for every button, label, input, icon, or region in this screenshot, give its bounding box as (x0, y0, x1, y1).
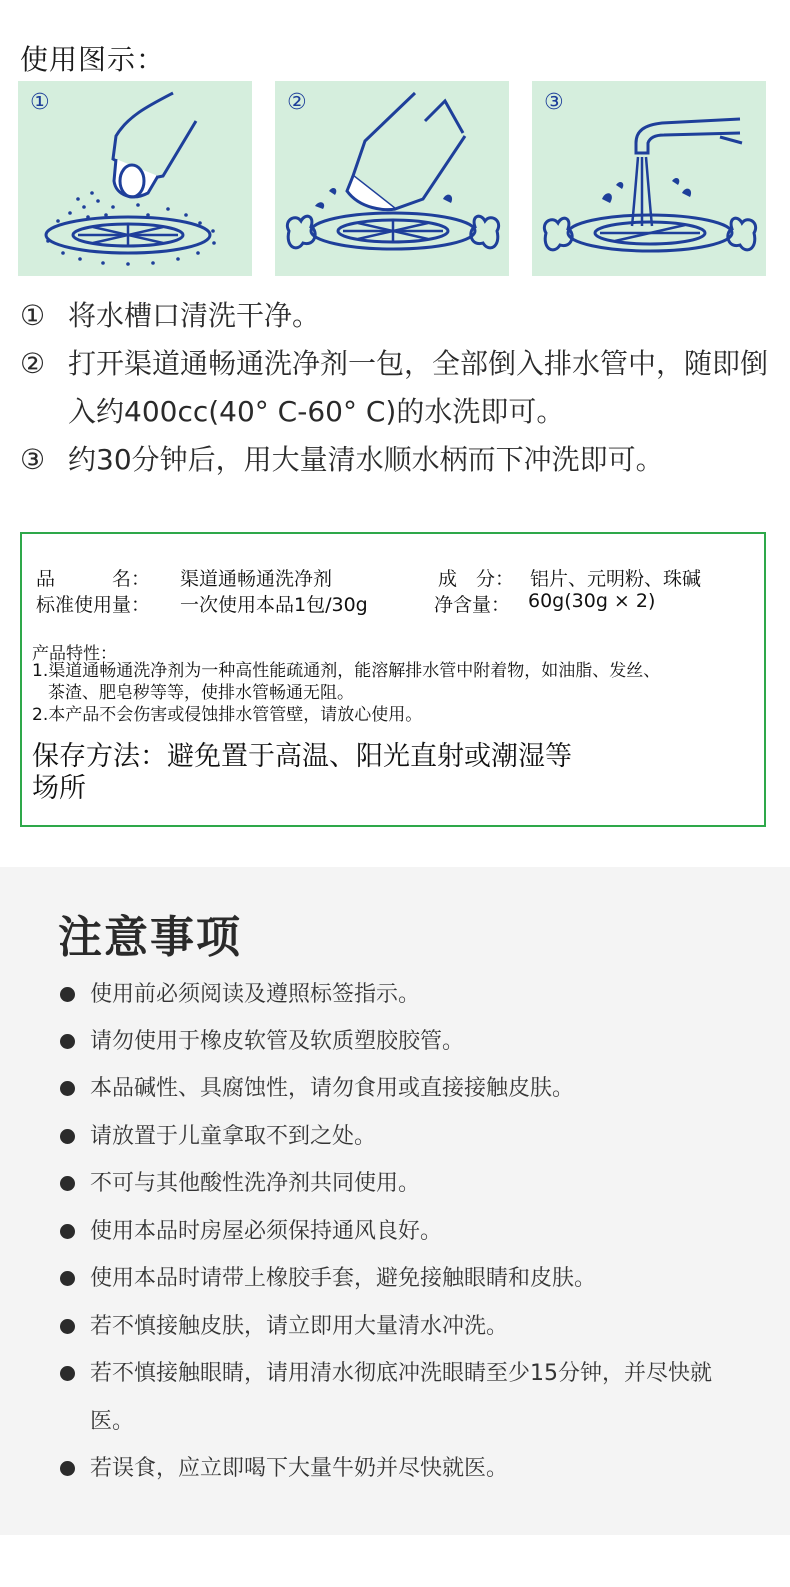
precaution-item: 不可与其他酸性洗净剂共同使用。 (60, 1160, 740, 1208)
product-name-value: 渠道通畅通洗净剂 (180, 568, 333, 590)
features-title: 产品特性： (32, 644, 117, 664)
ingredient-value: 铝片、元明粉、珠碱 (530, 568, 702, 590)
illustration-step-2 (275, 81, 509, 276)
illustration-step-3 (532, 81, 766, 276)
step-number: ① (20, 299, 46, 332)
feature-2: 2.本产品不会伤害或侵蚀排水管管壁，请放心使用。 (32, 705, 423, 725)
precaution-item: 使用本品时房屋必须保持通风良好。 (60, 1208, 740, 1256)
precaution-item: 若不慎接触眼睛，请用清水彻底冲洗眼睛至少15分钟，并尽快就医。 (60, 1350, 740, 1446)
step-text: 将水槽口清洗干净。 (68, 299, 321, 332)
pour-powder-illustration (18, 81, 252, 276)
usage-amount-value: 一次使用本品1包/30g (180, 594, 368, 616)
product-name-label: 品 名： (36, 568, 151, 590)
bullet-icon (60, 971, 90, 1019)
precaution-item: 若误食，应立即喝下大量牛奶并尽快就医。 (60, 1445, 740, 1493)
bullet-icon (60, 1445, 90, 1493)
bullet-icon (60, 1065, 90, 1113)
precaution-item: 若不慎接触皮肤，请立即用大量清水冲洗。 (60, 1303, 740, 1351)
storage-method: 保存方法：避免置于高温、阳光直射或潮湿等场所 (32, 741, 572, 804)
feature-1-line-1: 1.渠道通畅通洗净剂为一种高性能疏通剂，能溶解排水管中附着物，如油脂、发丝、 (32, 661, 661, 681)
product-info-box (20, 532, 766, 827)
precaution-item: 使用前必须阅读及遵照标签指示。 (60, 971, 740, 1019)
usage-amount-label: 标准使用量： (36, 594, 151, 616)
usage-illustrations (18, 81, 772, 276)
bullet-icon (60, 1255, 90, 1303)
precaution-item: 本品碱性、具腐蚀性，请勿食用或直接接触皮肤。 (60, 1065, 740, 1113)
precautions-title: 注意事项 (58, 912, 242, 963)
panel-label-3: ③ (544, 90, 564, 115)
bullet-icon (60, 1350, 90, 1446)
net-content-value: 60g(30g × 2) (528, 590, 656, 612)
pour-water-illustration (275, 81, 509, 276)
usage-step (20, 436, 780, 484)
step-number: ② (20, 347, 46, 380)
step-text: 约30分钟后，用大量清水顺水柄而下冲洗即可。 (68, 443, 664, 476)
usage-step (20, 292, 780, 340)
feature-1-line-2: 茶渣、肥皂秽等等，使排水管畅通无阻。 (48, 683, 354, 703)
bullet-icon (60, 1160, 90, 1208)
usage-steps (20, 292, 780, 484)
panel-label-1: ① (30, 90, 50, 115)
step-text: 打开渠道通畅通洗净剂一包，全部倒入排水管中，随即倒入约400cc(40° C-60° C)的水洗即可。 (68, 347, 769, 428)
illustration-step-1 (18, 81, 252, 276)
precaution-item: 使用本品时请带上橡胶手套，避免接触眼睛和皮肤。 (60, 1255, 740, 1303)
step-number: ③ (20, 443, 46, 476)
ingredient-label: 成 分： (438, 568, 515, 590)
panel-label-2: ② (287, 90, 307, 115)
bullet-icon (60, 1208, 90, 1256)
bullet-icon (60, 1018, 90, 1066)
precaution-item: 请放置于儿童拿取不到之处。 (60, 1113, 740, 1161)
precaution-item: 请勿使用于橡皮软管及软质塑胶胶管。 (60, 1018, 740, 1066)
precautions-section (0, 867, 790, 1535)
bullet-icon (60, 1113, 90, 1161)
usage-title: 使用图示： (20, 43, 166, 76)
bullet-icon (60, 1303, 90, 1351)
flush-water-illustration (532, 81, 766, 276)
usage-step (20, 340, 780, 436)
net-content-label: 净含量： (434, 594, 511, 616)
